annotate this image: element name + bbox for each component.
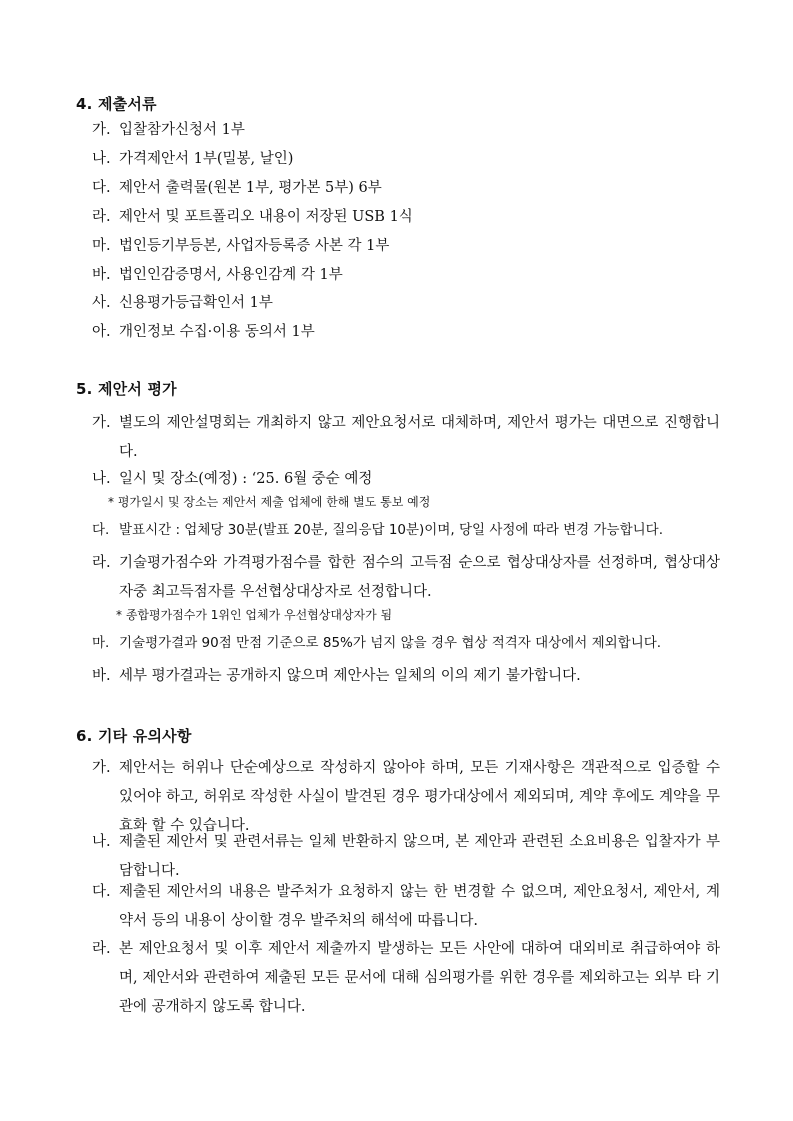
section-6-item-4 <box>92 935 720 1022</box>
section-5-item-1 <box>92 409 720 467</box>
item-text: 가격제안서 1부(밀봉, 날인) <box>119 151 294 167</box>
item-marker: 나. <box>92 471 111 487</box>
item-marker: 다. <box>92 884 111 900</box>
item-marker: 다. <box>92 180 111 196</box>
item-marker: 다. <box>92 522 110 538</box>
item-text: 법인인감증명서, 사용인감계 각 1부 <box>119 267 343 283</box>
section-6-heading: 6. 기타 유의사항 <box>76 727 192 745</box>
section-4-item-5 <box>92 232 720 261</box>
item-marker: 바. <box>92 668 111 684</box>
section-5-item-4 <box>92 549 720 607</box>
section-4-item-7 <box>92 289 720 318</box>
item-text: 일시 및 장소(예정) : ‘25. 6월 중순 예정 <box>119 471 373 487</box>
item-text: 세부 평가결과는 공개하지 않으며 제안사는 일체의 이의 제기 불가합니다. <box>119 668 581 684</box>
item-marker: 아. <box>92 324 111 340</box>
item-marker: 라. <box>92 209 111 225</box>
section-5-heading: 5. 제안서 평가 <box>76 380 177 398</box>
section-4-heading: 4. 제출서류 <box>76 95 157 113</box>
section-5-item-5 <box>92 629 720 658</box>
item-text: 발표시간 : 업체당 30분(발표 20분, 질의응답 10분)이며, 당일 사정에 따라 변경 가능합니다. <box>119 522 664 538</box>
item-marker: 가. <box>92 122 111 138</box>
item-text: 개인정보 수집·이용 동의서 1부 <box>119 324 315 340</box>
item-marker: 마. <box>92 238 111 254</box>
section-4-item-2 <box>92 145 720 174</box>
item-text: 별도의 제안설명회는 개최하지 않고 제안요청서로 대체하며, 제안서 평가는 대면으로 진행합니다. <box>119 415 720 460</box>
item-marker: 라. <box>92 555 111 571</box>
section-6-item-3 <box>92 878 720 936</box>
item-marker: 나. <box>92 834 111 850</box>
section-4-item-1 <box>92 116 720 145</box>
item-marker: 나. <box>92 151 111 167</box>
item-marker: 가. <box>92 415 111 431</box>
section-5-item-6 <box>92 662 720 691</box>
item-text: 제안서 출력물(원본 1부, 평가본 5부) 6부 <box>119 180 382 196</box>
section-4-item-4 <box>92 203 720 232</box>
item-text: 법인등기부등본, 사업자등록증 사본 각 1부 <box>119 238 390 254</box>
item-text: 입찰참가신청서 1부 <box>119 122 245 138</box>
item-text: 신용평가등급확인서 1부 <box>119 295 273 311</box>
section-5-note-1: * 평가일시 및 장소는 제안서 제출 업체에 한해 별도 통보 예정 <box>108 495 431 509</box>
section-5-item-3 <box>92 516 720 545</box>
item-text: 제안서는 허위나 단순예상으로 작성하지 않아야 하며, 모든 기재사항은 객관적으로 입증할 수 있어야 하고, 허위로 작성한 사실이 발견된 경우 평가대상에서 제외되며, 계약 후에도 계약을 무효화 할 수 있습니다. <box>119 760 720 834</box>
section-4-item-6 <box>92 261 720 290</box>
item-text: 본 제안요청서 및 이후 제안서 제출까지 발생하는 모든 사안에 대하여 대외비로 취급하여야 하며, 제안서와 관련하여 제출된 모든 문서에 대해 심의평가를 위한 경우를 제외하고는 외부 타 기관에 공개하지 않도록 합니다. <box>119 941 720 1015</box>
section-4-item-8 <box>92 318 720 347</box>
item-text: 기술평가점수와 가격평가점수를 합한 점수의 고득점 순으로 협상대상자를 선정하며, 협상대상자중 최고득점자를 우선협상대상자로 선정합니다. <box>119 555 720 600</box>
item-text: 기술평가결과 90점 만점 기준으로 85%가 넘지 않을 경우 협상 적격자 대상에서 제외합니다. <box>119 635 662 651</box>
item-marker: 라. <box>92 941 111 957</box>
section-4-item-3 <box>92 174 720 203</box>
item-marker: 사. <box>92 295 111 311</box>
item-text: 제출된 제안서 및 관련서류는 일체 반환하지 않으며, 본 제안과 관련된 소요비용은 입찰자가 부담합니다. <box>119 834 720 879</box>
item-text: 제출된 제안서의 내용은 발주처가 요청하지 않는 한 변경할 수 없으며, 제안요청서, 제안서, 계약서 등의 내용이 상이할 경우 발주처의 해석에 따릅니다. <box>119 884 720 929</box>
section-5-item-2 <box>92 465 720 494</box>
section-5-note-2: * 종합평가점수가 1위인 업체가 우선협상대상자가 됨 <box>116 608 393 622</box>
item-marker: 바. <box>92 267 111 283</box>
item-text: 제안서 및 포트폴리오 내용이 저장된 USB 1식 <box>119 209 413 225</box>
item-marker: 가. <box>92 760 111 776</box>
item-marker: 마. <box>92 635 110 651</box>
